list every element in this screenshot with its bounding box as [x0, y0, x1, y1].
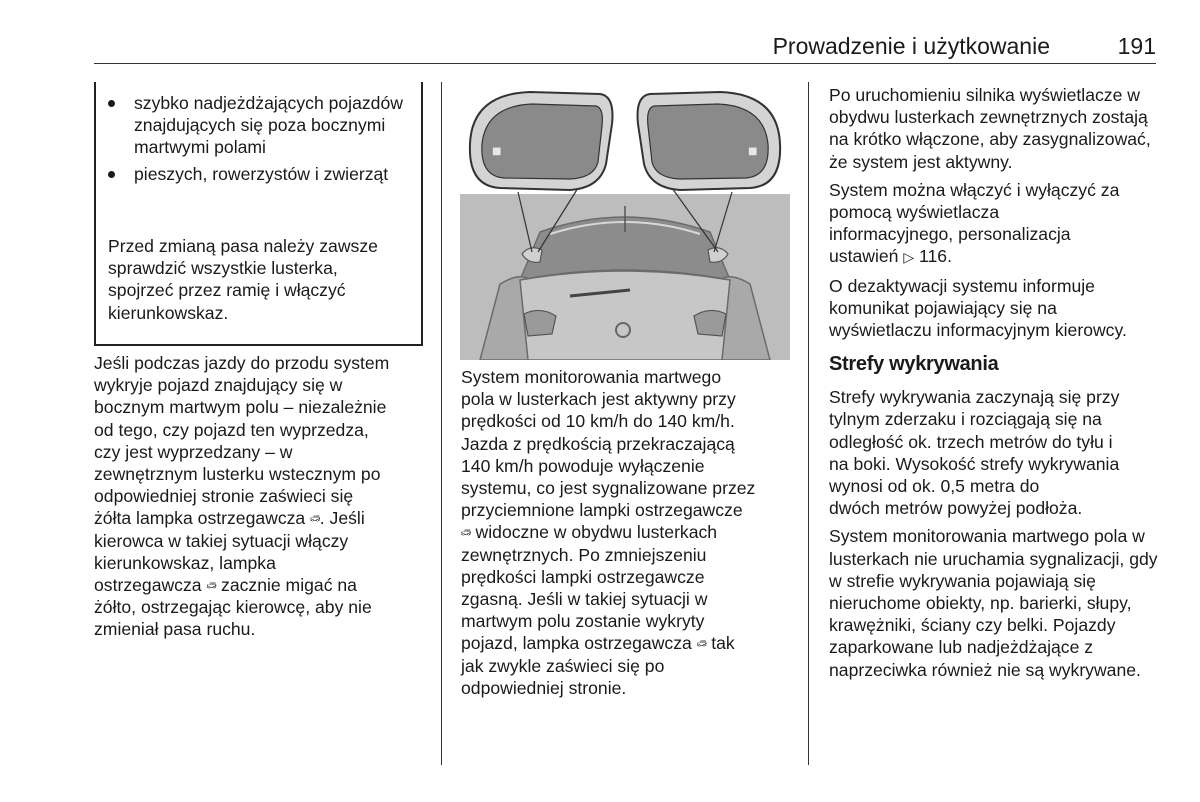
text-line: Strefy wykrywania zaczynają się przy — [829, 387, 1120, 408]
text-line: czy jest wyprzedzany – w — [94, 441, 293, 462]
text-line — [461, 521, 801, 543]
column-divider-left — [441, 82, 442, 765]
text-fragment: . Jeśli — [319, 508, 365, 529]
middle-body-text — [461, 366, 801, 699]
text-line — [94, 574, 434, 596]
text-line: od tego, czy pojazd ten wyprzedza, — [94, 419, 369, 440]
blind-spot-warning-icon: 🚙︎ — [206, 581, 217, 591]
car-rear-svg — [460, 84, 790, 360]
paragraph — [829, 386, 1159, 519]
text-line: informacyjnego, personalizacja — [829, 224, 1071, 245]
text-line: odpowiedniej stronie. — [461, 677, 627, 698]
text-line: Jazda z prędkością przekraczającą — [461, 433, 735, 454]
text-fragment: ustawień — [829, 246, 899, 267]
text-fragment: ostrzegawcza — [94, 575, 202, 596]
section-heading: Strefy wykrywania — [829, 353, 999, 376]
text-line: zmieniał pasa ruchu. — [94, 619, 256, 640]
mirror-warning-symbol-right: ■ — [748, 146, 758, 157]
text-line: prędkości lampki ostrzegawcze — [461, 566, 705, 587]
text-line — [94, 507, 434, 529]
text-line — [829, 245, 1159, 268]
text-line: systemu, co jest sygnalizowane przez — [461, 478, 756, 499]
text-line: System można włączyć i wyłączyć za — [829, 179, 1120, 200]
paragraph: Po uruchomieniu silnika wyświetlacze w obydwu lusterkach zewnętrznych zostają na krótko włączone, aby zasygnalizować, że system jest aktywny. — [829, 85, 1151, 172]
blind-spot-warning-icon: 🚙︎ — [310, 514, 320, 524]
page-number: 191 — [1117, 33, 1156, 59]
text-line — [461, 632, 801, 654]
text-line: odpowiedniej stronie zaświeci się — [94, 486, 354, 507]
column-divider-right — [808, 82, 809, 765]
header-rule — [94, 63, 1156, 64]
text-line: zewnętrznych. Po zmniejszeniu — [461, 544, 707, 565]
paragraph: O dezaktywacji systemu informuje komunikat pojawiający się na wyświetlaczu informacyjnym kierowcy. — [829, 275, 1127, 341]
bullet-text: pieszych, rowerzystów i zwierząt — [134, 163, 389, 184]
text-line: zgasną. Jeśli w takiej sytuacji w — [461, 589, 708, 610]
text-line: jak zwykle zaświeci się po — [461, 655, 665, 676]
text-line: kierunkowskaz, lampka — [94, 552, 276, 573]
text-line: Jeśli podczas jazdy do przodu system — [94, 353, 390, 373]
text-line: martwym polu zostanie wykryty — [461, 611, 705, 632]
blind-spot-warning-icon: 🚙︎ — [696, 639, 707, 649]
running-header: Prowadzenie i użytkowanie — [772, 33, 1050, 59]
text-line: bocznym martwym polu – niezależnie — [94, 397, 387, 418]
text-line: prędkości od 10 km/h do 140 km/h. — [461, 411, 735, 432]
page-reference-link[interactable]: 116. — [919, 246, 952, 267]
text-line: pola w lusterkach jest aktywny przy — [461, 389, 736, 410]
text-line: dwóch metrów powyżej podłoża. — [829, 498, 1083, 519]
notice-text: Przed zmianą pasa należy zawsze sprawdzić wszystkie lusterka, spojrzeć przez ramię i włączyć kierunkowskaz. — [108, 236, 378, 323]
text-line: wykryje pojazd znajdujący się w — [94, 375, 343, 396]
text-line: odległość ok. trzech metrów do tyłu i — [829, 431, 1113, 452]
bullet-text: szybko nadjeżdżających pojazdów znajdujących się poza bocznymi martwymi polami — [134, 93, 403, 158]
text-fragment: zacznie migać na — [221, 575, 357, 596]
car-mirror-illustration — [460, 84, 790, 360]
text-line: wynosi od ok. 0,5 metra do — [829, 476, 1040, 497]
text-line: pomocą wyświetlacza — [829, 202, 1000, 223]
text-fragment: tak — [711, 633, 735, 654]
mirror-warning-symbol-left: ■ — [492, 146, 502, 157]
text-line: System monitorowania martwego — [461, 367, 722, 387]
right-column — [829, 84, 1159, 681]
left-body-text — [94, 352, 434, 641]
text-line: na boki. Wysokość strefy wykrywania — [829, 453, 1120, 474]
text-fragment: żółta lampka ostrzegawcza — [94, 508, 306, 529]
paragraph — [829, 179, 1159, 269]
text-fragment: pojazd, lampka ostrzegawcza — [461, 633, 692, 654]
text-line: 140 km/h powoduje wyłączenie — [461, 455, 705, 476]
text-line: tylnym zderzaku i rozciągają się na — [829, 409, 1102, 430]
text-line: żółto, ostrzegając kierowcę, aby nie — [94, 597, 372, 618]
text-fragment: widoczne w obydwu lusterkach — [475, 522, 718, 543]
notice-box — [94, 82, 423, 346]
page-reference-arrow-icon: ▷ — [903, 249, 915, 266]
text-line: kierowca w takiej sytuacji włączy — [94, 530, 349, 551]
blind-spot-warning-icon: 🚙︎ — [461, 528, 471, 538]
paragraph: System monitorowania martwego pola w lusterkach nie uruchamia sygnalizacji, gdy w strefie wykrywania pojawiają się nieruchome obiekty, np. barierki, słupy, krawężniki, ściany czy belki. Pojazdy zaparkowane lub nadjeżdżające z naprzeciwka również nie są wykrywane. — [829, 526, 1158, 680]
text-line: zewnętrznym lusterku wstecznym po — [94, 464, 381, 485]
text-line: przyciemnione lampki ostrzegawcze — [461, 500, 743, 521]
